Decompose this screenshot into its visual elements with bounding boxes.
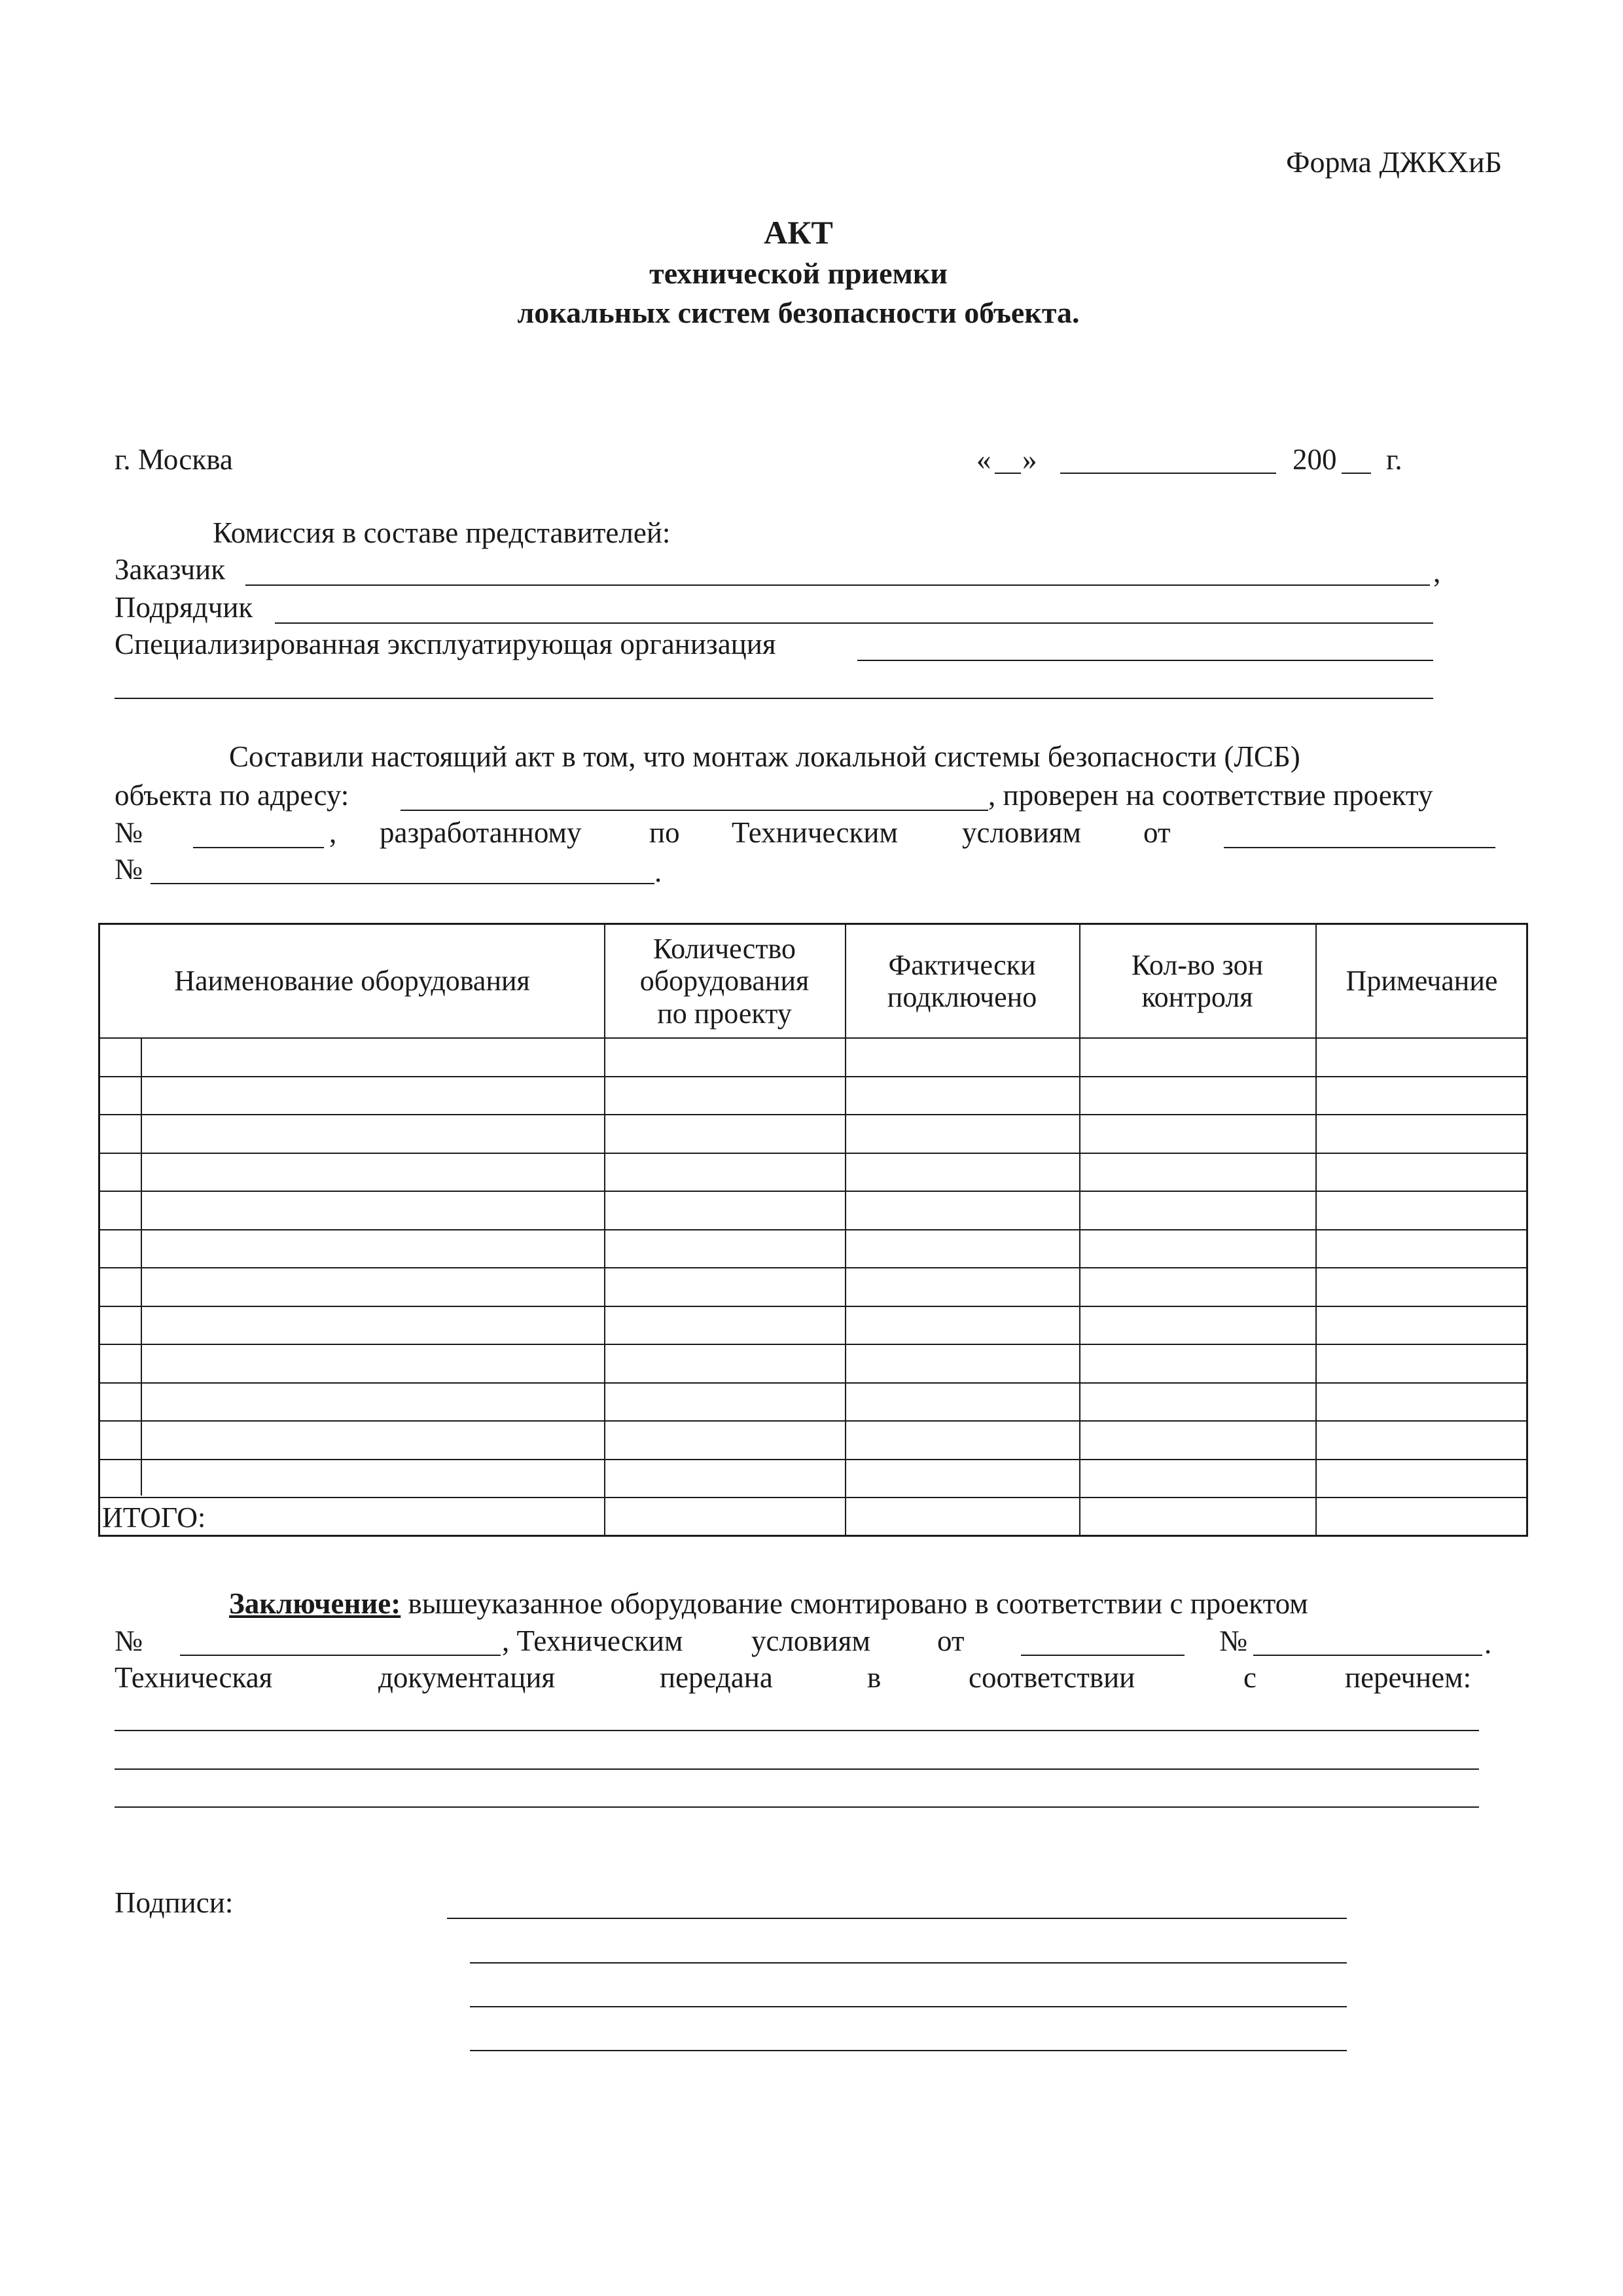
tech-conditions-number-sign: № [115, 853, 143, 886]
city-label: г. Москва [115, 443, 233, 476]
date-close-quote: » [1022, 443, 1037, 476]
doc-word: соответствии [969, 1661, 1135, 1694]
operator-field-continued[interactable] [115, 698, 1433, 699]
conclusion-project-number-sign: № [115, 1624, 143, 1657]
project-number-field[interactable] [193, 847, 324, 848]
documentation-list-line[interactable] [115, 1730, 1479, 1731]
operator-label: Специализированная эксплуатирующая организация [115, 628, 776, 660]
table-row [100, 1229, 1526, 1230]
project-number-sign: № [115, 816, 143, 849]
conclusion-technical-word: , Техническим [502, 1624, 683, 1657]
index-column-divider [141, 1037, 142, 1496]
signature-line[interactable] [447, 1918, 1347, 1919]
conclusion-label: Заключение: [229, 1587, 401, 1620]
day-field[interactable] [995, 473, 1021, 474]
form-label: Форма ДЖКХиБ [1286, 145, 1502, 179]
doc-word: передана [660, 1661, 773, 1694]
doc-word: в [867, 1661, 882, 1694]
signature-line[interactable] [470, 1962, 1347, 1964]
doc-word: перечнем: [1345, 1661, 1472, 1694]
signatures-label: Подписи: [115, 1886, 234, 1919]
header-control-zones: Кол-во зон контроля [1131, 948, 1264, 1013]
year-suffix: г. [1386, 443, 1402, 476]
conclusion-text: вышеуказанное оборудование смонтировано в соответствии с проектом [401, 1587, 1308, 1620]
documentation-list-line[interactable] [115, 1806, 1479, 1808]
conclusion-conditions-word: условиям [751, 1624, 870, 1657]
table-row [100, 1037, 1526, 1039]
table-row [100, 1306, 1526, 1307]
table-row [100, 1153, 1526, 1154]
header-equipment-name: Наименование оборудования [174, 965, 530, 997]
contractor-field[interactable] [275, 622, 1433, 624]
customer-label: Заказчик [115, 553, 226, 586]
address-line-end: , проверен на соответствие проекту [988, 779, 1433, 812]
document-subtitle-1: технической приемки [649, 257, 948, 290]
table-row [100, 1459, 1526, 1460]
doc-word: Техническая [115, 1661, 273, 1694]
customer-field[interactable] [245, 584, 1430, 586]
conclusion-project-number-field[interactable] [180, 1655, 501, 1656]
documentation-list-line[interactable] [115, 1768, 1479, 1770]
table-row [100, 1420, 1526, 1422]
statement-line-1: Составили настоящий акт в том, что монтаж локальной системы безопасности (ЛСБ) [229, 740, 1300, 773]
total-row [100, 1497, 1526, 1498]
header-actually-connected: Фактически подключено [887, 948, 1037, 1013]
address-label: объекта по адресу: [115, 779, 349, 812]
by-word: по [649, 816, 680, 849]
total-label: ИТОГО: [102, 1501, 206, 1534]
tech-conditions-number-field[interactable] [151, 883, 654, 884]
from-word: от [1143, 816, 1171, 849]
project-comma: , [329, 816, 337, 849]
header-notes: Примечание [1346, 965, 1498, 997]
equipment-table [98, 923, 1528, 1537]
month-field[interactable] [1060, 473, 1276, 474]
conclusion-from-word: от [937, 1624, 965, 1657]
conclusion-number-field[interactable] [1253, 1655, 1482, 1656]
signature-line[interactable] [470, 2006, 1347, 2007]
header-planned-quantity: Количество оборудования по проекту [639, 933, 810, 1030]
conclusion-date-field[interactable] [1021, 1655, 1185, 1656]
contractor-label: Подрядчик [115, 591, 253, 624]
technical-word: Техническим [732, 816, 898, 849]
document-title: АКТ [764, 214, 833, 251]
developed-word: разработанному [380, 816, 582, 849]
table-row [100, 1267, 1526, 1268]
conclusion-period: . [1484, 1627, 1492, 1660]
table-row [100, 1344, 1526, 1345]
commission-intro: Комиссия в составе представителей: [213, 516, 671, 549]
tech-conditions-date-field[interactable] [1224, 847, 1495, 848]
customer-comma: , [1433, 556, 1441, 588]
doc-word: с [1243, 1661, 1257, 1694]
table-row [100, 1191, 1526, 1192]
signature-line[interactable] [470, 2050, 1347, 2051]
document-subtitle-2: локальных систем безопасности объекта. [517, 296, 1080, 329]
statement-period: . [654, 855, 662, 888]
year-prefix: 200 [1293, 443, 1337, 476]
date-open-quote: « [976, 443, 991, 476]
operator-field[interactable] [857, 660, 1433, 661]
table-row [100, 1114, 1526, 1115]
doc-word: документация [378, 1661, 556, 1694]
table-row [100, 1382, 1526, 1384]
conclusion-number-sign: № [1219, 1624, 1247, 1657]
conditions-word: условиям [962, 816, 1081, 849]
year-field[interactable] [1342, 473, 1371, 474]
address-field[interactable] [401, 810, 988, 811]
table-row [100, 1076, 1526, 1077]
conclusion-paragraph [229, 1589, 1308, 1619]
